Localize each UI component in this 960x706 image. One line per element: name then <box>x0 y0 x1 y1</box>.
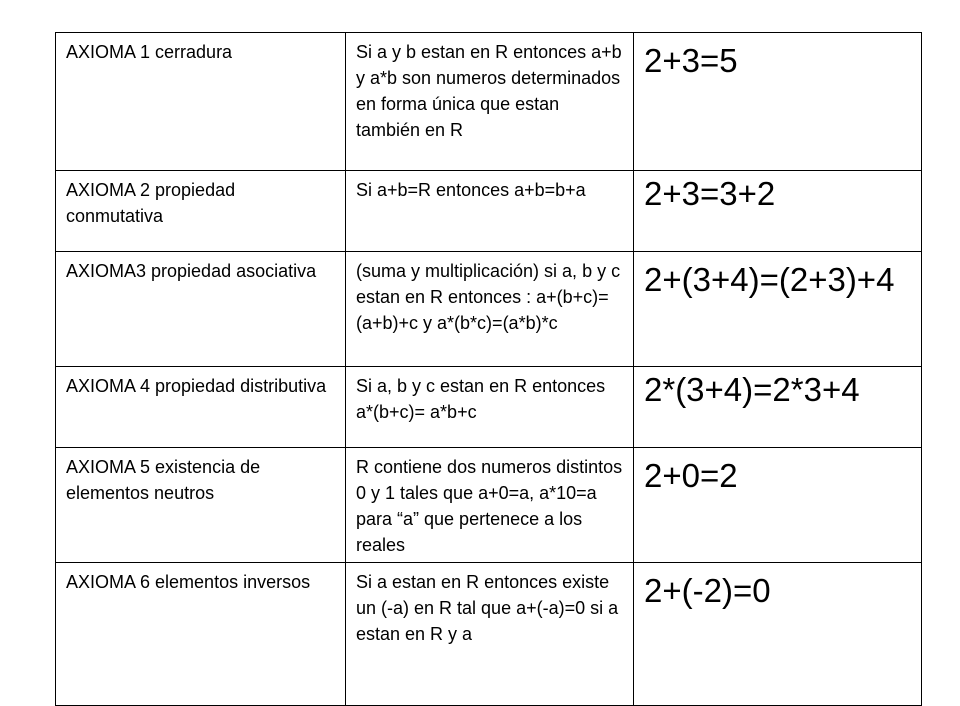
table-row <box>56 563 922 706</box>
table-row <box>56 171 922 252</box>
axiom-name-cell: AXIOMA 4 propiedad distributiva <box>56 367 346 448</box>
axiom-name-cell: AXIOMA 1 cerradura <box>56 33 346 171</box>
axiom-description-cell: R contiene dos numeros distintos 0 y 1 tales que a+0=a, a*10=a para “a” que pertenece a los reales <box>346 448 634 563</box>
axiom-description-cell: (suma y multiplicación) si a, b y c estan en R entonces : a+(b+c)=(a+b)+c y a*(b*c)=(a*b)*c <box>346 252 634 367</box>
axiom-example-cell: 2+(-2)=0 <box>634 563 922 706</box>
axiom-example-cell: 2+3=3+2 <box>634 171 922 252</box>
axiom-description-cell: Si a estan en R entonces existe un (-a) en R tal que a+(-a)=0 si a estan en R y a <box>346 563 634 706</box>
table-row <box>56 448 922 563</box>
axiom-name-cell: AXIOMA 2 propiedad conmutativa <box>56 171 346 252</box>
table-row <box>56 33 922 171</box>
axiom-example-cell: 2+(3+4)=(2+3)+4 <box>634 252 922 367</box>
axiom-example-cell: 2*(3+4)=2*3+4 <box>634 367 922 448</box>
table-row <box>56 367 922 448</box>
axioms-table <box>55 32 922 706</box>
table-row <box>56 252 922 367</box>
axioms-table-container <box>55 32 921 706</box>
axiom-name-cell: AXIOMA 6 elementos inversos <box>56 563 346 706</box>
axiom-description-cell: Si a, b y c estan en R entonces a*(b+c)= a*b+c <box>346 367 634 448</box>
axiom-example-cell: 2+0=2 <box>634 448 922 563</box>
axiom-name-cell: AXIOMA3 propiedad asociativa <box>56 252 346 367</box>
axiom-example-cell: 2+3=5 <box>634 33 922 171</box>
axiom-description-cell: Si a+b=R entonces a+b=b+a <box>346 171 634 252</box>
axiom-description-cell: Si a y b estan en R entonces a+b y a*b son numeros determinados en forma única que estan también en R <box>346 33 634 171</box>
axiom-name-cell: AXIOMA 5 existencia de elementos neutros <box>56 448 346 563</box>
